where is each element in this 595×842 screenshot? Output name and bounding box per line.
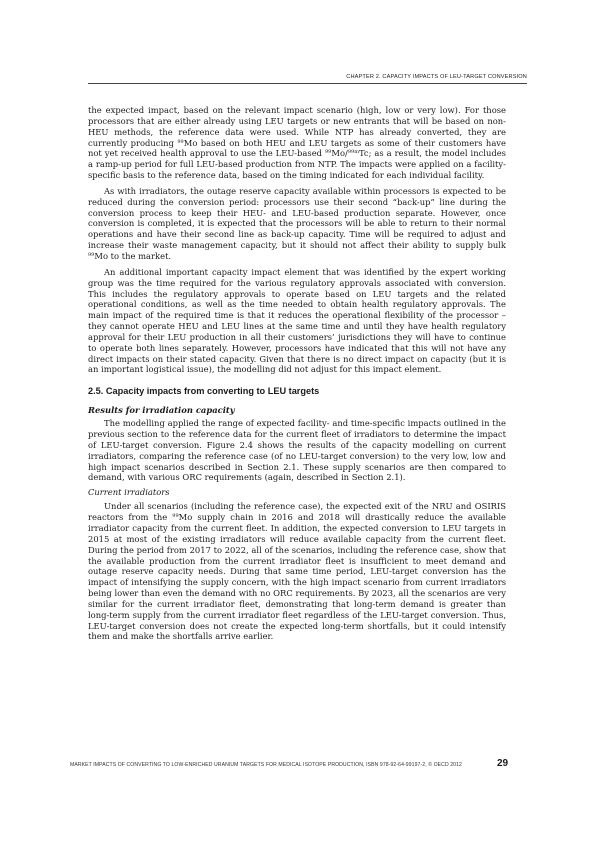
paragraph: An additional important capacity impact element that was identified by the expert working group was the time required for the various regulatory approvals associated with conversion. This includes the regulatory approvals to operate based on LEU targets and the related operational conditions, as well as the time needed to obtain health regulatory approvals. The main impact of the required time is that it reduces the operational flexibility of the processor – they cannot operate HEU and LEU lines at the same time and until they have health regulatory approval for their LEU production in all their customers’ jurisdictions they will have to continue to operate both lines separately. However, processors have indicated that this will not have any direct impacts on their stated capacity. Given that there is no direct impact on capacity (but it is an important logistical issue), the modelling did not adjust for this impact element.	[88, 266, 506, 375]
paragraph: The modelling applied the range of expected facility- and time-specific impacts outlined in the previous section to the reference data for the current fleet of irradiators to determine the impact of LEU-target conversion. Figure 2.4 shows the results of the capacity modelling on current irradiators, comparing the reference case (of no LEU-target conversion) to the very low, low and high impact scenarios described in Section 2.1. These supply scenarios are then compared to demand, with various ORC requirements (again, described in Section 2.1).	[88, 418, 506, 483]
main-text	[88, 105, 506, 642]
paragraph: Under all scenarios (including the reference case), the expected exit of the NRU and OSIRIS reactors from the $^{99}$Mo supply chain in 2016 and 2018 will drastically reduce the available irradiator capacity from the current fleet. In addition, the expected conversion to LEU targets in 2015 at most of the existing irradiators will reduce available capacity from the current fleet. During the period from 2017 to 2022, all of the scenarios, including the reference case, show that the available production from the current irradiator fleet is insufficient to meet demand and outage reserve capacity needs. During that same time period, LEU-target conversion has the impact of intensifying the supply concern, with the high impact scenario from current irradiators being lower than even the demand with no ORC requirements. By 2023, all the scenarios are very similar for the current irradiator fleet, demonstrating that long-term demand is greater than long-term supply from the current irradiator fleet regardless of the LEU-target conversion. Thus, LEU-target conversion does not create the expected long-term shortfalls, but it could intensify them and make the shortfalls arrive earlier.	[88, 501, 506, 642]
paragraph: As with irradiators, the outage reserve capacity available within processors is expected to be reduced during the conversion period: processors use their second “back-up” line during the conversion process to keep their HEU- and LEU-based production separate. However, once conversion is completed, it is expected that the processors will be able to return to their normal operations and have their second line as back-up capacity. Time will be required to adjust and increase their waste management capacity, but it should not affect their ability to supply bulk $^{99}$Mo to the market.	[88, 185, 506, 261]
subsubsection-heading: Current irradiators	[88, 487, 170, 498]
running-header: CHAPTER 2. CAPACITY IMPACTS OF LEU-TARGET CONVERSION	[346, 74, 527, 80]
section-heading: 2.5. Capacity impacts from converting to LEU targets	[88, 386, 320, 397]
header-rule	[88, 83, 527, 84]
page-number: 29	[497, 758, 509, 769]
paragraph: the expected impact, based on the relevant impact scenario (high, low or very low). For those processors that are either already using LEU targets or new entrants that will be based on non-HEU methods, the reference data were used. While NTP has already converted, they are currently producing $^{99}$Mo based on both HEU and LEU targets as some of their customers have not yet received health approval to use the LEU-based $^{99}$Mo/$^{99m}$Tc; as a result, the model includes a ramp-up period for full LEU-based production from NTP. The impacts were applied on a facility-specific basis to the reference data, based on the timing indicated for each individual facility.	[88, 105, 506, 181]
page-footer: MARKET IMPACTS OF CONVERTING TO LOW-ENRICHED URANIUM TARGETS FOR MEDICAL ISOTOPE PRODUCTION, ISBN 978-92-64-99197-2, © OECD 2012	[70, 762, 462, 768]
subsection-heading: Results for irradiation capacity	[88, 405, 235, 416]
